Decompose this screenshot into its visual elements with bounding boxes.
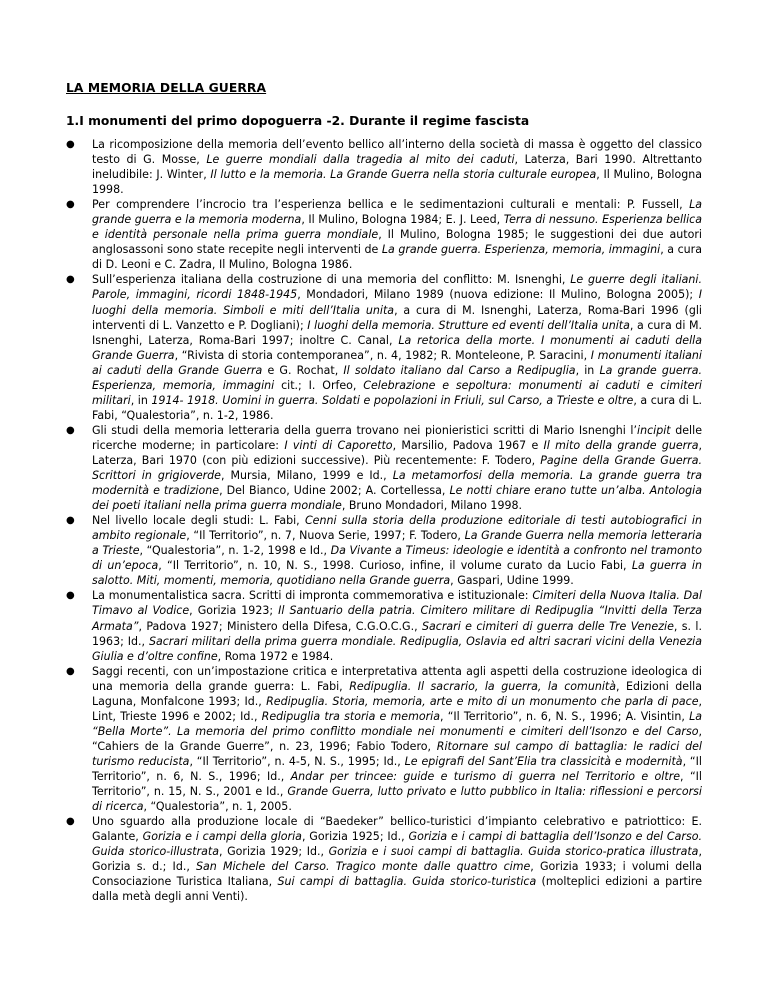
italic-title: La grande guerra. Esperienza, memoria, immagini <box>381 243 661 257</box>
italic-title: Sacrari militari della prima guerra mondiale. Redipuglia, Oslavia ed altri sacrari vicini della Venezia Giulia e d’oltre confine <box>92 634 702 663</box>
text-segment: , Gorizia 1925; Id., <box>301 830 409 844</box>
italic-title: San Michele del Carso. Tragico monte dalle quattro cime <box>196 860 531 874</box>
text-segment: , “Qualestoria”, n. 1, 2005. <box>143 800 292 814</box>
italic-title: Celebrazione e sepoltura: monumenti ai caduti e cimiteri militari <box>92 378 703 407</box>
text-segment: , “Qualestoria”, n. 1-2, 1998 e Id., <box>139 544 331 558</box>
text-segment: , a cura di M. Isnenghi, Laterza, Roma-Bari 1996 (gli interventi di L. Vanzetto e P. Dogliani); <box>92 303 702 332</box>
text-segment: cit.; I. Orfeo, <box>274 378 364 392</box>
italic-title: Redipuglia. Storia, memoria, arte e mito di un monumento che parla di pace <box>266 694 699 708</box>
text-segment: , Del Bianco, Udine 2002; A. Cortellessa, <box>219 484 450 498</box>
italic-title: La “Bella Morte”. La memoria del primo conflitto mondiale nei monumenti e cimiteri dell’Isonzo e del Carso <box>92 709 702 738</box>
italic-title: Grande Guerra, lutto privato e lutto pubblico in Italia: riflessioni e percorsi di ricerca <box>92 785 702 814</box>
italic-title: Le notti chiare erano tutte un’alba. Antologia dei poeti italiani nella prima guerra mondiale <box>92 484 702 513</box>
italic-title: I luoghi della memoria. Simboli e miti dell’Italia unita <box>92 288 702 317</box>
text-segment: (molteplici edizioni a partire dalla metà degli anni Venti). <box>92 875 702 904</box>
italic-title: La grande guerra. Esperienza, memoria, immagini <box>92 363 702 392</box>
text-segment: , Edizioni della Laguna, Monfalcone 1993; Id., <box>92 679 703 708</box>
italic-title: Ritornare sul campo di battaglia: le radici del turismo reducista <box>92 739 703 768</box>
italic-title: Terra di nessuno. Esperienza bellica e identità personale nella prima guerra mondiale <box>92 213 703 242</box>
text-segment: , a cura di L. Fabi, “Qualestoria”, n. 1-2, 1986. <box>92 393 702 422</box>
text-segment: , “Rivista di storia contemporanea”, n. 4, 1982; R. Monteleone, P. Saracini, <box>174 348 591 362</box>
text-segment: , Il Mulino, Bologna 1984; E. J. Leed, <box>301 213 504 227</box>
text-segment: La ricomposizione della memoria dell’evento bellico all’interno della società di massa è oggetto del classico testo di G. Mosse, <box>92 138 702 167</box>
text-segment: , Gorizia 1929; Id., <box>219 845 329 859</box>
bibliography-item <box>80 272 702 422</box>
text-segment: , “Il Territorio”, n. 7, Nuova Serie, 1997; F. Todero, <box>186 529 465 543</box>
text-segment: Sull’esperienza italiana della costruzione di una memoria del conflitto: M. Isnenghi, <box>92 273 571 287</box>
text-segment: , Mursia, Milano, 1999 e Id., <box>220 469 393 483</box>
text-segment: , “Il Territorio”, n. 4-5, N. S., 1995; Id., <box>189 754 405 768</box>
bibliography-item <box>80 137 702 197</box>
italic-title: La grande guerra e la memoria moderna <box>92 198 702 227</box>
text-segment: , Il Mulino, Bologna 1998. <box>92 168 702 197</box>
italic-title: Le epigrafi del Sant’Elia tra classicità e modernità <box>404 754 683 768</box>
italic-title: Il lutto e la memoria. La Grande Guerra nella storia culturale europea <box>210 168 597 182</box>
bibliography-item <box>80 588 702 663</box>
italic-title: Sacrari e cimiteri di guerra delle Tre Venezie <box>422 619 674 633</box>
italic-title: incipit <box>637 423 671 437</box>
text-segment: Gli studi della memoria letteraria della guerra trovano nei pionieristici scritti di Mario Isnenghi l’ <box>92 423 637 437</box>
text-segment: , Roma 1972 e 1984. <box>217 649 334 663</box>
italic-title: Da Vivante a Timeus: ideologie e identità a confronto nel tramonto di un’epoca <box>92 544 702 573</box>
text-segment: , in <box>575 363 600 377</box>
document-title: LA MEMORIA DELLA GUERRA <box>66 81 267 95</box>
text-segment: e G. Rochat, <box>262 363 344 377</box>
text-segment: , “Il Territorio”, n. 10, N. S., 1998. Curioso, infine, il volume curato da Lucio Fabi, <box>158 559 632 573</box>
italic-title: Gorizia e i campi della gloria <box>142 830 302 844</box>
text-segment: , Lint, Trieste 1996 e 2002; Id., <box>92 694 703 723</box>
text-segment: , Laterza, Bari 1970 (con più edizioni successive). Più recentemente: F. Todero, <box>92 438 702 467</box>
text-segment: , “Il Territorio”, n. 6, N. S., 1996; Id., <box>92 754 702 783</box>
italic-title: Il soldato italiano dal Carso a Redipuglia <box>343 363 576 377</box>
italic-title: Pagine della Grande Guerra. Scrittori in grigioverde <box>92 453 702 483</box>
text-segment: , Gorizia s. d.; Id., <box>92 845 702 874</box>
text-segment: , Mondadori, Milano 1989 (nuova edizione: Il Mulino, Bologna 2005); <box>297 288 699 302</box>
italic-title: Gorizia e i suoi campi di battaglia. Guida storico-pratica illustrata <box>328 845 699 859</box>
text-segment: , a cura di M. Isnenghi, Laterza, Roma-Bari 1997; inoltre C. Canal, <box>92 318 703 347</box>
text-segment: , Laterza, Bari 1990. Altrettanto ineludibile: J. Winter, <box>92 153 702 182</box>
italic-title: La metamorfosi della memoria. La grande guerra tra modernità e tradizione <box>92 469 702 498</box>
text-segment: , a cura di D. Leoni e C. Zadra, Il Mulino, Bologna 1986. <box>92 243 702 272</box>
text-segment: , Il Mulino, Bologna 1985; le suggestioni dei due autori anglosassoni sono state recepite negli interventi de <box>92 228 702 257</box>
italic-title: Il Santuario della patria. Cimitero militare di Redipuglia “Invitti della Terza Armata” <box>92 604 703 633</box>
text-segment: , in <box>130 393 152 407</box>
text-segment: , Bruno Mondadori, Milano 1998. <box>341 499 523 513</box>
text-segment: , Gorizia 1923; <box>189 604 279 618</box>
text-segment: delle ricerche moderne; in particolare: <box>92 423 702 452</box>
italic-title: Redipuglia tra storia e memoria <box>261 709 440 723</box>
text-segment: Uno sguardo alla produzione locale di “Baedeker” bellico-turistici d’impianto celebrativo e patriottico: E. Galante, <box>92 815 702 844</box>
italic-title: La retorica della morte. I monumenti ai caduti della Grande Guerra <box>92 333 702 362</box>
italic-title: Cimiteri della Nuova Italia. Dal Timavo al Vodice <box>92 589 702 618</box>
text-segment: Saggi recenti, con un’impostazione critica e interpretativa attenta agli aspetti della costruzione ideologica di una memoria della grande guerra: L. Fabi, <box>92 664 702 693</box>
text-segment: , Marsilio, Padova 1967 e <box>392 438 544 452</box>
italic-title: Andar per trincee: guide e turismo di guerra nel Territorio e oltre <box>290 769 681 783</box>
text-segment: , Gaspari, Udine 1999. <box>450 574 574 588</box>
section-heading: 1.I monumenti del primo dopoguerra -2. Durante il regime fascista <box>66 114 530 128</box>
italic-title: Il mito della grande guerra <box>543 438 699 452</box>
italic-title: Le guerre degli italiani. Parole, immagini, ricordi 1848-1945 <box>92 273 702 302</box>
italic-title: Cenni sulla storia della produzione editoriale di testi autobiografici in ambito regionale <box>92 514 702 543</box>
italic-title: I luoghi della memoria. Strutture ed eventi dell’Italia unita <box>307 318 630 332</box>
italic-title: La Grande Guerra nella memoria letteraria a Trieste <box>92 529 702 558</box>
italic-title: La guerra in salotto. Miti, momenti, memoria, quotidiano nella Grande guerra <box>92 559 702 588</box>
text-segment: , Padova 1927; Ministero della Difesa, C.G.O.C.G., <box>138 619 422 633</box>
text-segment: , “Il Territorio”, n. 6, N. S., 1996; A. Visintin, <box>440 709 690 723</box>
text-segment: , s. l. 1963; Id., <box>92 619 703 648</box>
bibliography-item <box>80 664 702 814</box>
italic-title: I monumenti italiani ai caduti della Grande Guerra <box>92 348 703 377</box>
italic-title: Gorizia e i campi di battaglia dell’Isonzo e del Carso. Guida storico-illustrata <box>92 830 702 859</box>
text-segment: Per comprendere l’incrocio tra l’esperienza bellica e le sedimentazioni culturali e mentali: P. Fussell, <box>92 198 690 212</box>
text-segment: , “Cahiers de la Grande Guerre”, n. 23, 1996; Fabio Todero, <box>92 724 702 753</box>
italic-title: Sui campi di battaglia. Guida storico-turistica <box>277 875 537 889</box>
bibliography-item <box>80 513 702 588</box>
italic-title: Redipuglia. Il sacrario, la guerra, la comunità <box>349 679 616 693</box>
text-segment: , Gorizia 1933; i volumi della Consociazione Turistica Italiana, <box>92 860 702 889</box>
text-segment: Nel livello locale degli studi: L. Fabi, <box>92 514 305 528</box>
bibliography-item <box>80 197 702 272</box>
text-segment: , “Il Territorio”, n. 15, N. S., 2001 e Id., <box>92 769 702 799</box>
italic-title: Le guerre mondiali dalla tragedia al mito dei caduti <box>206 153 515 167</box>
italic-title: I vinti di Caporetto <box>284 438 393 452</box>
bibliography-item <box>80 814 702 904</box>
bibliography-item <box>80 423 702 513</box>
bibliography-list <box>80 137 702 904</box>
text-segment: La monumentalistica sacra. Scritti di impronta commemorativa e istituzionale: <box>92 589 533 603</box>
italic-title: 1914- 1918. Uomini in guerra. Soldati e popolazioni in Friuli, sul Carso, a Trieste e oltre <box>151 393 634 407</box>
